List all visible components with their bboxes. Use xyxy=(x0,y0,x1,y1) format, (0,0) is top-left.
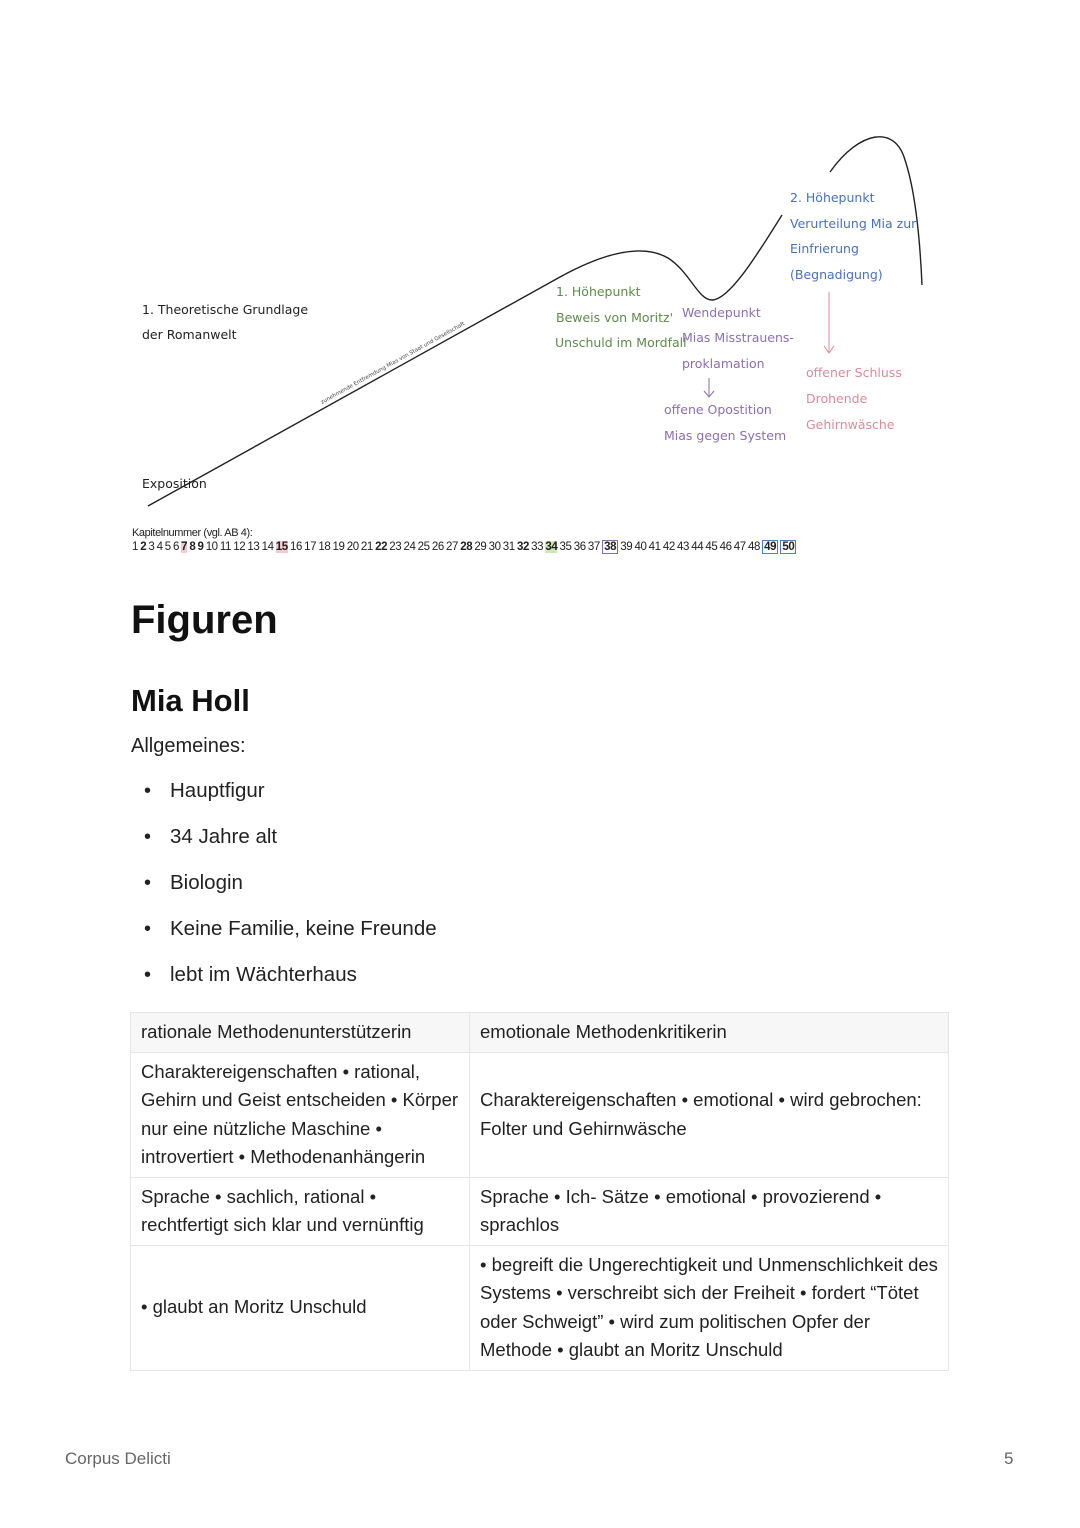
chapter-number: 10 xyxy=(205,541,218,553)
climax1-label-line1: 1. Höhepunkt xyxy=(556,284,641,299)
table-cell: Sprache • sachlich, rational • rechtfertigt sich klar und vernünftig xyxy=(131,1177,470,1245)
chapter-number: 48 xyxy=(747,541,760,553)
rising-action-label: zunehmende Entfremdung Mias von Staat und Gesellschaft xyxy=(320,321,466,406)
turning-point-line3: proklamation xyxy=(682,356,765,371)
chapter-number: 37 xyxy=(587,541,600,553)
plot-structure-diagram xyxy=(0,0,1080,600)
chapter-number-bar xyxy=(132,527,799,553)
list-item: • Hauptfigur xyxy=(131,768,437,814)
ending-label-line1: offener Schluss xyxy=(806,365,902,380)
turning-point-arrow xyxy=(704,378,714,397)
chapter-number: 16 xyxy=(289,541,302,553)
chapter-number: 41 xyxy=(648,541,661,553)
turning-point-line2: Mias Misstrauens- xyxy=(682,330,794,345)
chapter-number: 7 xyxy=(181,541,188,553)
facts-list xyxy=(131,768,437,998)
character-table xyxy=(130,1012,949,1371)
table-row xyxy=(131,1052,949,1177)
turning-point-line1: Wendepunkt xyxy=(682,305,761,320)
theory-label-line1: 1. Theoretische Grundlage xyxy=(142,302,309,317)
climax2-label-line1: 2. Höhepunkt xyxy=(790,190,875,205)
list-item: • lebt im Wächterhaus xyxy=(131,952,437,998)
chapter-number: 46 xyxy=(719,541,732,553)
list-item: • Keine Familie, keine Freunde xyxy=(131,906,437,952)
climax1-label-line3: Unschuld im Mordfall xyxy=(555,335,687,350)
chapter-number: 47 xyxy=(733,541,746,553)
chapter-number: 45 xyxy=(705,541,718,553)
chapter-number: 15 xyxy=(275,541,288,553)
theory-label-line2: der Romanwelt xyxy=(142,327,237,342)
chapter-number: 22 xyxy=(375,541,388,553)
chapter-number: 1 xyxy=(132,541,138,553)
chapter-number: 43 xyxy=(677,541,690,553)
chapter-number: 44 xyxy=(691,541,704,553)
chapter-number: 12 xyxy=(233,541,246,553)
climax2-label-line2: Verurteilung Mia zur xyxy=(790,216,917,231)
chapter-number: 21 xyxy=(360,541,373,553)
table-cell: Charaktereigenschaften • rational, Gehirn und Geist entscheiden • Körper nur eine nützliche Maschine • introvertiert • Methodenanhängerin xyxy=(131,1052,470,1177)
table-row xyxy=(131,1245,949,1370)
exposition-label: Exposition xyxy=(142,476,207,491)
chapter-number: 38 xyxy=(604,541,617,553)
chapter-caption: Kapitelnummer (vgl. AB 4): xyxy=(132,527,253,539)
chapter-number: 13 xyxy=(247,541,260,553)
table-header-row xyxy=(131,1013,949,1053)
chapter-number: 9 xyxy=(197,541,204,553)
table-cell: Charaktereigenschaften • emotional • wird gebrochen: Folter und Gehirnwäsche xyxy=(470,1052,949,1177)
document-title-footer: Corpus Delicti xyxy=(65,1449,171,1468)
page-number: 5 xyxy=(1004,1449,1014,1468)
general-label: Allgemeines: xyxy=(131,735,246,757)
list-item: • Biologin xyxy=(131,860,437,906)
table-row xyxy=(131,1177,949,1245)
ending-arrow xyxy=(824,292,834,353)
chapter-number: 2 xyxy=(140,541,147,553)
chapter-number: 42 xyxy=(662,541,675,553)
chapter-number: 14 xyxy=(261,541,274,553)
chapter-number: 5 xyxy=(164,541,171,553)
chapter-number: 40 xyxy=(634,541,647,553)
chapter-number: 28 xyxy=(460,541,473,553)
chapter-number: 35 xyxy=(559,541,572,553)
chapter-number: 4 xyxy=(156,541,163,553)
table-header-cell: rationale Methodenunterstützerin xyxy=(131,1013,470,1053)
chapter-number: 36 xyxy=(573,541,586,553)
chapter-numbers xyxy=(132,541,799,553)
chapter-number: 8 xyxy=(189,541,196,553)
table-cell: • glaubt an Moritz Unschuld xyxy=(131,1245,470,1370)
climax1-label-line2: Beweis von Moritz' xyxy=(556,310,674,325)
table-cell: Sprache • Ich- Sätze • emotional • provozierend • sprachlos xyxy=(470,1177,949,1245)
chapter-number: 24 xyxy=(403,541,416,553)
chapter-number: 3 xyxy=(148,541,155,553)
chapter-number: 29 xyxy=(474,541,487,553)
chapter-number: 39 xyxy=(620,541,633,553)
ending-label-line3: Gehirnwäsche xyxy=(806,417,895,432)
climax2-label-line4: (Begnadigung) xyxy=(790,267,883,282)
chapter-number: 32 xyxy=(516,541,529,553)
chapter-number: 33 xyxy=(531,541,544,553)
page-title: Figuren xyxy=(131,598,278,642)
table-header-cell: emotionale Methodenkritikerin xyxy=(470,1013,949,1053)
chapter-number: 50 xyxy=(782,541,795,553)
chapter-number: 20 xyxy=(346,541,359,553)
chapter-number: 17 xyxy=(304,541,317,553)
chapter-number: 25 xyxy=(417,541,430,553)
chapter-number: 23 xyxy=(389,541,402,553)
chapter-number: 11 xyxy=(219,541,232,553)
character-name: Mia Holl xyxy=(131,683,250,718)
climax2-label-line3: Einfrierung xyxy=(790,241,859,256)
chapter-number: 27 xyxy=(446,541,459,553)
chapter-number: 19 xyxy=(332,541,345,553)
ending-label-line2: Drohende xyxy=(806,391,868,406)
opposition-line2: Mias gegen System xyxy=(664,428,787,443)
opposition-line1: offene Opostition xyxy=(664,402,772,417)
chapter-number: 18 xyxy=(318,541,331,553)
chapter-number: 31 xyxy=(502,541,515,553)
chapter-number: 30 xyxy=(488,541,501,553)
list-item: • 34 Jahre alt xyxy=(131,814,437,860)
table-cell: • begreift die Ungerechtigkeit und Unmenschlichkeit des Systems • verschreibt sich der Freiheit • fordert “Tötet oder Schweigt” • wird zum politischen Opfer der Methode • glaubt an Moritz Unschuld xyxy=(470,1245,949,1370)
chapter-number: 26 xyxy=(431,541,444,553)
chapter-number: 34 xyxy=(545,541,558,553)
chapter-number: 6 xyxy=(172,541,179,553)
chapter-number: 49 xyxy=(764,541,777,553)
